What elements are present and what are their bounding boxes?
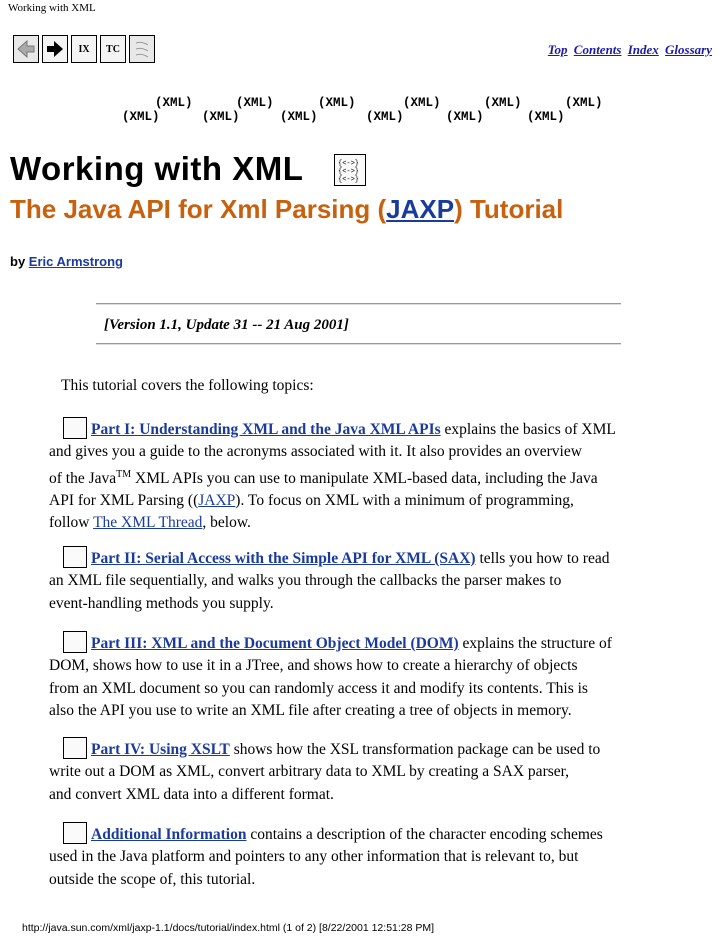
xml-banner-tag: (XML) (318, 96, 356, 110)
xml-thread-icon[interactable] (63, 737, 87, 759)
text: explains the structure of (458, 635, 612, 652)
xml-banner-tag: (XML) (155, 96, 193, 110)
toc-button[interactable] (100, 35, 126, 63)
nav-button-bar (13, 35, 155, 63)
part-1-link[interactable]: Part I: Understanding XML and the Java XML APIs (91, 421, 441, 438)
text: and convert XML data into a different format. (49, 785, 334, 803)
topic-additional-info (49, 822, 669, 891)
jaxp-link[interactable]: JAXP (386, 194, 455, 224)
xml-banner-tag: (XML) (366, 110, 404, 124)
part-4-link[interactable]: Part IV: Using XSLT (91, 741, 230, 758)
xml-banner-tag: (XML) (202, 110, 240, 124)
xml-thread-icon[interactable] (63, 631, 87, 653)
text: shows how the XSL transformation package can be used to (229, 741, 601, 758)
xml-banner-tag: (XML) (403, 96, 441, 110)
text: from an XML document so you can randomly access it and modify its contents. This is (49, 679, 588, 697)
window-title: Working with XML (8, 2, 96, 14)
text: an XML file sequentially, and walks you through the callbacks the parser makes to (49, 572, 562, 590)
page-footer-url: http://java.sun.com/xml/jaxp-1.1/docs/tutorial/index.html (1 of 2) [8/22/2001 12:51:28 PM] (22, 922, 435, 934)
xml-thread-link[interactable] (334, 154, 366, 186)
svg-text:{<->}: {<->} (338, 168, 360, 176)
previous-button[interactable] (13, 35, 39, 63)
text: write out a DOM as XML, convert arbitrary data to XML by creating a SAX parser, (49, 763, 570, 781)
index-icon: IX (78, 43, 90, 55)
link-top[interactable]: Top (547, 42, 568, 57)
xml-thread-link[interactable]: The XML Thread (93, 514, 203, 532)
text: tells you how to read (475, 550, 610, 567)
divider (96, 343, 621, 345)
topic-part-4 (49, 737, 669, 806)
text: contains a description of the character encoding schemes (246, 826, 603, 843)
topic-part-2 (49, 546, 669, 615)
byline (10, 254, 123, 269)
divider (96, 303, 621, 305)
text: API for XML Parsing (( (49, 492, 199, 510)
intro-text: This tutorial covers the following topics: (61, 377, 314, 394)
xml-banner-tag: (XML) (236, 96, 274, 110)
xml-thread-icon (335, 155, 365, 185)
page-title: Working with XML (10, 150, 304, 187)
topic-part-1 (49, 417, 669, 535)
subtitle-text: ) Tutorial (454, 194, 564, 224)
byline-prefix: by (10, 254, 26, 269)
additional-info-link[interactable]: Additional Information (91, 826, 247, 843)
text: also the API you use to write an XML file after creating a tree of objects in memory. (49, 701, 572, 719)
subtitle-text: The Java API for Xml Parsing ( (10, 194, 387, 224)
link-contents[interactable]: Contents (573, 42, 622, 57)
arrow-left-icon (16, 39, 36, 59)
text: outside the scope of, this tutorial. (49, 870, 256, 888)
part-3-link[interactable]: Part III: XML and the Document Object Model (DOM) (91, 635, 459, 652)
text: ). To focus on XML with a minimum of programming, (235, 492, 574, 510)
xml-banner-tag: (XML) (446, 110, 484, 124)
author-link[interactable]: Eric Armstrong (28, 254, 123, 269)
xml-thread-icon (132, 39, 152, 59)
version-note: [Version 1.1, Update 31 -- 21 Aug 2001] (104, 317, 349, 333)
link-index[interactable]: Index (627, 42, 659, 57)
xml-banner-tag: (XML) (484, 96, 522, 110)
text: event-handling methods you supply. (49, 594, 274, 612)
toc-icon: TC (106, 43, 120, 55)
xml-thread-icon[interactable] (63, 546, 87, 568)
text: follow (49, 514, 94, 532)
xml-banner-tag: (XML) (280, 110, 318, 124)
text: XML APIs you can use to manipulate XML-based data, including the Java (131, 469, 598, 487)
text: used in the Java platform and pointers to any other information that is relevant to, but (49, 848, 579, 866)
arrow-right-icon (45, 39, 65, 59)
next-button[interactable] (42, 35, 68, 63)
index-button[interactable] (71, 35, 97, 63)
xml-thread-button[interactable] (129, 35, 155, 63)
text: , below. (202, 514, 251, 532)
xml-banner-tag: (XML) (565, 96, 603, 110)
top-links (545, 42, 712, 58)
link-glossary[interactable]: Glossary (665, 42, 712, 57)
text: and gives you a guide to the acronyms associated with it. It also provides an overview (49, 443, 582, 461)
text: of the Java (49, 469, 117, 487)
page-subtitle (10, 194, 563, 225)
svg-text:{<->}: {<->} (338, 176, 360, 184)
xml-thread-icon[interactable] (63, 417, 87, 439)
text: explains the basics of XML (440, 421, 616, 438)
topic-part-3 (49, 631, 669, 722)
jaxp-link[interactable]: JAXP (198, 492, 236, 510)
xml-banner-tag: (XML) (122, 110, 160, 124)
trademark: TM (116, 468, 132, 480)
svg-text:{<->}: {<->} (338, 160, 360, 168)
xml-banner-tag: (XML) (527, 110, 565, 124)
part-2-link[interactable]: Part II: Serial Access with the Simple API for XML (SAX) (91, 550, 476, 567)
text: DOM, shows how to use it in a JTree, and shows how to create a hierarchy of objects (49, 657, 578, 675)
xml-thread-icon[interactable] (63, 822, 87, 844)
